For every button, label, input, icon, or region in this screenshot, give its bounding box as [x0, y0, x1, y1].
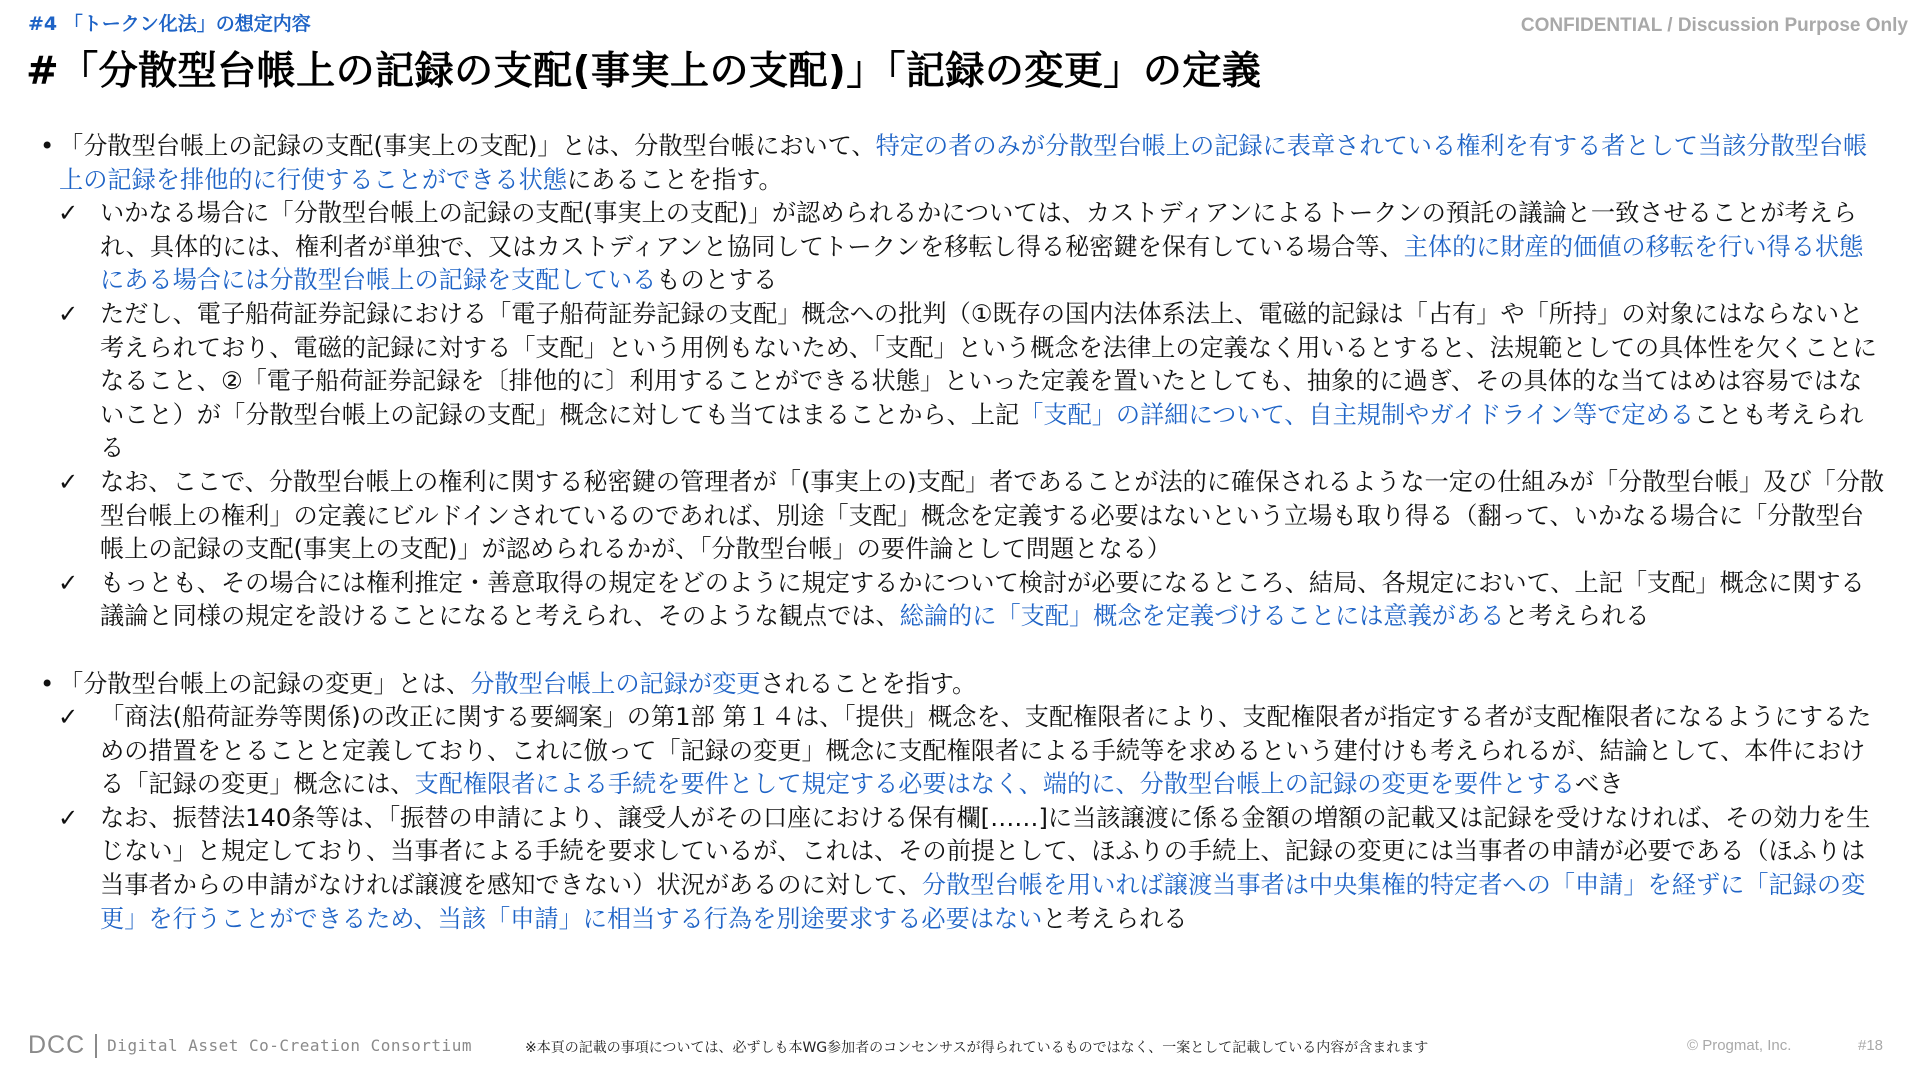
bullet-text: にあることを指す。 [566, 165, 783, 194]
checkmark-icon: ✓ [58, 703, 79, 732]
slide-body [40, 130, 1885, 936]
check-text: ことも考えられる [100, 400, 1864, 463]
bullet-control-definition [40, 130, 1885, 197]
bullet-icon: • [40, 132, 55, 160]
highlight-text: 主体的に財産的価値の移転を行い得る状態にある場合には分散型台帳上の記録を支配している [100, 232, 1864, 295]
logo-divider [95, 1034, 97, 1058]
check-item [40, 701, 1885, 802]
check-text: と考えられる [1504, 602, 1650, 631]
footer-disclaimer: ※本頁の記載の事項については、必ずしも本WG参加者のコンセンサスが得られているものではなく、一案として記載している内容が含まれます [525, 1040, 1429, 1056]
checkmark-icon: ✓ [58, 299, 79, 328]
copyright: © Progmat, Inc. [1687, 1037, 1792, 1054]
check-item [40, 197, 1885, 298]
dcc-logo [28, 1031, 472, 1060]
check-item [40, 466, 1885, 567]
bullet-change-definition [40, 668, 1885, 702]
logo-text: DCC [28, 1031, 86, 1059]
highlight-text: 分散型台帳を用いれば譲渡当事者は中央集権的特定者への「申請」を経ずに「記録の変更」を行うことができるため、当該「申請」に相当する行為を別途要求する必要はない [100, 871, 1866, 933]
checkmark-icon: ✓ [58, 803, 79, 832]
check-text: いかなる場合に「分散型台帳上の記録の支配(事実上の支配)」が認められるかについては、カストディアンによるトークンの預託の議論と一致させることが考えられ、具体的には、権利者が単独で、又はカストディアンと協同してトークンを移転し得る秘密鍵を保有している場合等、 [100, 199, 1857, 261]
check-text: もっとも、その場合には権利推定・善意取得の規定をどのように規定するかについて検討が必要になるところ、結局、各規定において、上記「支配」概念に関する議論と同様の規定を設けることになると考えられ、そのような観点では、 [100, 568, 1865, 631]
bullet-text: 「分散型台帳上の記録の支配(事実上の支配)」とは、分散型台帳において、 [59, 132, 876, 160]
section-label: #4 「トークン化法」の想定内容 [28, 13, 311, 35]
highlight-text: 特定の者のみが分散型台帳上の記録に表章されている権利を有する者として当該分散型台帳上の記録を排他的に行使することができる状態 [59, 132, 1868, 194]
check-text: なお、振替法140条等は、「振替の申請により、譲受人がその口座における保有欄[……]に当該譲渡に係る金額の増額の記載又は記録を受けなければ、その効力を生じない」と規定しており、当事者による手続を要求しているが、これは、その前提として、ほふりの手続上、記録の変更には当事者の申請が必要である（ほふりは当事者からの申請がなければ譲渡を感知できない）状況があるのに対して、 [100, 803, 1871, 900]
check-item [40, 567, 1885, 634]
section-spacer [40, 634, 1885, 668]
checkmark-icon: ✓ [58, 199, 79, 228]
check-text: ものとする [656, 266, 778, 295]
page-title: #「分散型台帳上の記録の支配(事実上の支配)」「記録の変更」の定義 [26, 49, 1262, 94]
highlight-text: 総論的に「支配」概念を定義づけることには意義がある [899, 602, 1505, 631]
page-number: #18 [1858, 1037, 1884, 1054]
confidential-label: CONFIDENTIAL / Discussion Purpose Only [1520, 15, 1908, 36]
bullet-icon: • [40, 669, 55, 698]
check-text: 「商法(船荷証券等関係)の改正に関する要綱案」の第1部 第１４は、「提供」概念を、支配権限者により、支配権限者が指定する者が支配権限者になるようにするための措置をとることと定義しており、これに倣って「記録の変更」概念に支配権限者による手続等を求めるという建付けも考えられるが、結論として、本件における「記録の変更」概念には、 [100, 703, 1872, 799]
check-text: と考えられる [1042, 904, 1188, 933]
bullet-text: 「分散型台帳上の記録の変更」とは、 [59, 669, 471, 698]
consortium-name: Digital Asset Co-Creation Consortium [107, 1036, 472, 1055]
highlight-text: 分散型台帳上の記録が変更 [470, 669, 761, 698]
check-text: なお、ここで、分散型台帳上の権利に関する秘密鍵の管理者が「(事実上の)支配」者であることが法的に確保されるような一定の仕組みが「分散型台帳」及び「分散型台帳上の権利」の定義にビルドインされているのであれば、別途「支配」概念を定義する必要はないという立場も取り得る（翻って、いかなる場合に「分散型台帳上の記録の支配(事実上の支配)」が認められるかが、「分散型台帳」の要件論として問題となる） [100, 467, 1885, 564]
highlight-text: 支配権限者による手続を要件として規定する必要はなく、端的に、分散型台帳上の記録の変更を要件とする [414, 770, 1575, 799]
bullet-text: されることを指す。 [760, 669, 977, 698]
checkmark-icon: ✓ [58, 568, 79, 597]
highlight-text: 「支配」の詳細について、自主規制やガイドライン等で定める [1019, 400, 1694, 429]
check-item [40, 298, 1885, 466]
check-text: べき [1574, 770, 1624, 799]
check-text: ただし、電子船荷証券記録における「電子船荷証券記録の支配」概念への批判（①既存の国内法体系法上、電磁的記録は「占有」や「所持」の対象にはならないと考えられており、電磁的記録に対する「支配」という用例もないため、「支配」という概念を法律上の定義なく用いるとすると、法規範としての具体性を欠くことになること、②「電子船荷証券記録を〔排他的に〕利用することができる状態」といった定義を置いたとしても、抽象的に過ぎ、その具体的な当てはめは容易ではないこと）が「分散型台帳上の記録の支配」概念に対しても当てはまることから、上記 [100, 299, 1877, 429]
checkmark-icon: ✓ [58, 467, 79, 496]
check-item [40, 802, 1885, 936]
